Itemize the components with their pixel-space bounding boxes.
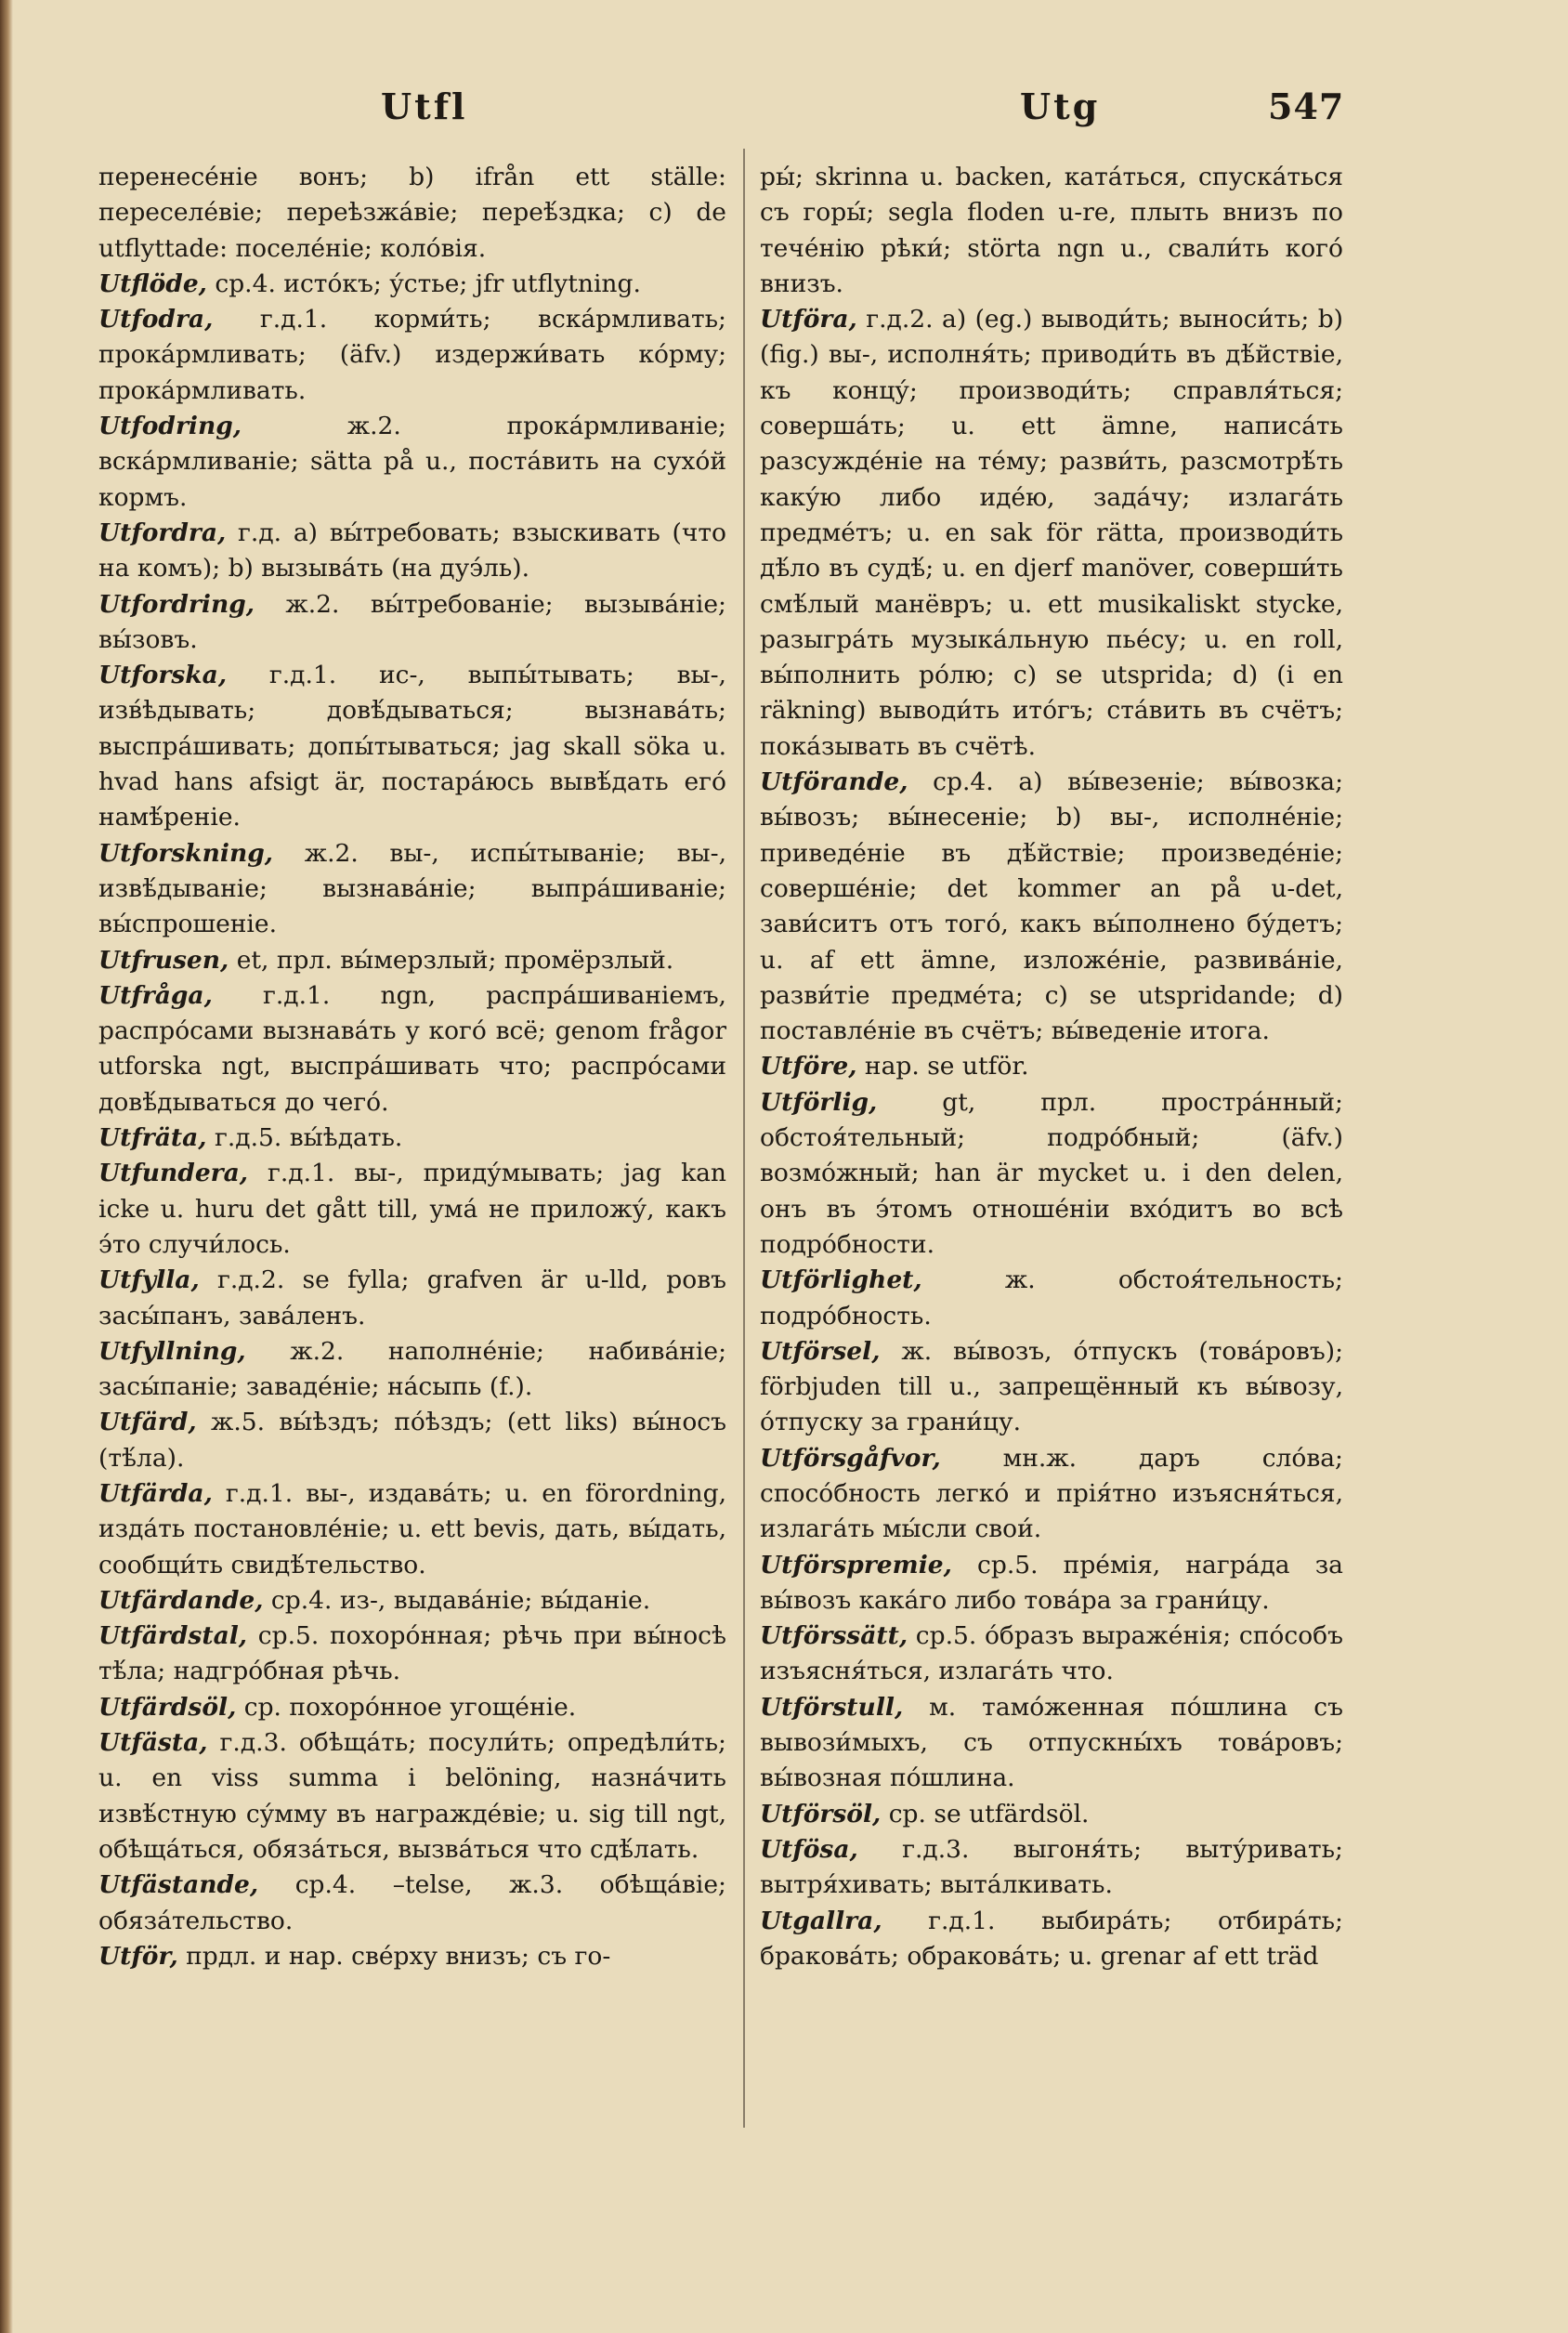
entry-headword: Utfräta,	[98, 1123, 207, 1153]
entry-definition: г.д. a) вы́требовать; взыскивать (что на комъ); b) вызыва́ть (на дуэ́ль).	[98, 518, 726, 583]
entry-definition: ср.4. –telse, ж.3. обѣща́віе; обяза́тельство.	[98, 1870, 726, 1935]
entry-definition: мн.ж. даръ сло́ва; спосо́бность легко́ и прія́тно изъясня́ться, излага́ть мы́сли свои́.	[760, 1443, 1343, 1544]
dictionary-entry	[98, 1868, 726, 1939]
entry-definition: г.д.1. корми́ть; вска́рмливать; прока́рмливать; (äfv.) издержи́вать ко́рму; прока́рмливать.	[98, 305, 726, 405]
entry-headword: Utfärdande,	[98, 1585, 264, 1615]
dictionary-entry	[760, 765, 1343, 1049]
entry-definition: ж.5. вы́ѣздъ; по́ѣздъ; (ett liks) вы́носъ (тѣ́ла).	[98, 1408, 726, 1473]
entry-definition: ср. se utfärdsöl.	[888, 1799, 1090, 1828]
entry-definition: ср.4. из-, выдава́ніе; вы́даніе.	[270, 1585, 651, 1615]
entry-definition: перенесе́ніе вонъ; b) ifrån ett ställe: переселе́віе; переѣзжа́віе; переѣ́здка; c) de utflyttade: поселе́ніе; коло́вія.	[98, 163, 726, 263]
entry-definition: нар. se utför.	[864, 1052, 1029, 1081]
entry-definition: gt, прл. простра́нный; обстоя́тельный; подро́бный; (äfv.) возмо́жный; han är mycket u. i den delen, онъ въ э́томъ отноше́ніи вхо́дитъ во всѣ подро́бности.	[760, 1087, 1343, 1259]
dictionary-entry	[98, 1583, 726, 1619]
entry-definition: г.д.1. ngn, распра́шиваніемъ, распро́сами вызнава́ть у кого́ всё; genom frågor utforska ngt, выспра́шивать что; распро́сами довѣ́дываться до чего́.	[98, 980, 726, 1117]
entry-definition: ср.4. исто́къ; у́стье; jfr utflytning.	[215, 269, 641, 298]
dictionary-entry	[98, 302, 726, 409]
entry-headword: Utfordra,	[98, 518, 227, 547]
entry-definition: г.д.3. выгоня́ть; выту́ривать; вытря́хивать; выта́лкивать.	[760, 1834, 1343, 1900]
dictionary-entry	[98, 1939, 726, 1974]
entry-headword: Utfärda,	[98, 1478, 213, 1508]
dictionary-entry	[98, 1263, 726, 1334]
entry-headword: Utfrusen,	[98, 945, 229, 975]
entry-definition: м. тамо́женная по́шлина съ вывози́мыхъ, съ отпускны́хъ това́ровъ; вы́возная по́шлина.	[760, 1692, 1343, 1793]
entry-headword: Utfodra,	[98, 305, 214, 334]
dictionary-entry	[98, 1334, 726, 1406]
dictionary-entry	[760, 1441, 1343, 1548]
dictionary-entry	[760, 1263, 1343, 1334]
dictionary-entry	[760, 302, 1343, 765]
left-column	[98, 160, 726, 1974]
entry-definition: ср.4. a) вы́везеніе; вы́возка; вы́возъ; вы́несеніе; b) вы-, исполне́ніе; приведе́ніе въ дѣ́йствіе; произведе́ніе; соверше́ніе; det kommer an på u-det, зави́ситъ отъ того́, какъ вы́полнено бу́детъ; u. af ett ämne, изложе́ніе, развива́ніе, разви́тіе предме́та; c) se utspridande; d) поставле́ніе въ счётъ; вы́веденіе итога.	[760, 767, 1343, 1046]
dictionary-entry	[98, 160, 726, 267]
dictionary-entry	[760, 1904, 1343, 1975]
dictionary-entry	[760, 1085, 1343, 1263]
entry-headword: Utfösa,	[760, 1834, 858, 1864]
dictionary-entry	[760, 1797, 1343, 1832]
entry-headword: Utfärd,	[98, 1408, 197, 1437]
entry-definition: г.д.5. вы́ѣдать.	[214, 1123, 403, 1153]
entry-definition: г.д.1. вы-, приду́мывать; jag kan icke u. huru det gått till, ума́ не приложу́, какъ э́то случи́лось.	[98, 1159, 726, 1259]
entry-definition: г.д.2. a) (eg.) выводи́ть; выноси́ть; b) (fig.) вы-, исполня́ть; приводи́ть въ дѣ́йствіе, къ концу́; производи́ть; справля́ться; соверша́ть; u. ett ämne, написа́ть разсужде́ніе на те́му; разви́ть, разсмотрѣ́ть каку́ю либо иде́ю, зада́чу; излага́ть предме́тъ; u. en sak för rätta, производи́ть дѣ́ло въ судѣ́; u. en djerf manöver, соверши́ть смѣ́лый манёвръ; u. ett musikaliskt stycke, разыгра́ть музыка́льную пье́су; u. en roll, вы́полнить ро́лю; c) se utsprida; d) (i en räkning) выводи́ть ито́гъ; ста́вить въ счётъ; пока́зывать въ счётѣ.	[760, 305, 1343, 761]
entry-headword: Utförande,	[760, 767, 908, 797]
entry-definition: прдл. и нар. све́рху внизъ; съ го-	[186, 1941, 611, 1971]
entry-definition: ср.5. похоро́нная; рѣчь при вы́носѣ тѣ́ла; надгро́бная рѣчь.	[98, 1621, 726, 1686]
dictionary-entry	[98, 1405, 726, 1476]
dictionary-entry	[98, 658, 726, 835]
entry-headword: Utfordring,	[98, 589, 255, 619]
entry-headword: Utför,	[98, 1941, 178, 1971]
header-left-guideword: Utfl	[381, 85, 468, 127]
entry-definition: г.д.1. выбира́ть; отбира́ть; бракова́ть; обракова́ть; u. grenar af ett träd	[760, 1906, 1343, 1971]
entry-headword: Utfästa,	[98, 1728, 208, 1758]
page-binding-edge	[0, 0, 13, 2333]
entry-headword: Utföra,	[760, 305, 857, 334]
entry-definition: ж.2. вы-, испы́тываніе; вы-, извѣ́дываніе; вызнава́ніе; выпра́шиваніе; вы́спрошеніе.	[98, 838, 726, 939]
dictionary-entry	[760, 1619, 1343, 1690]
dictionary-entry	[98, 1725, 726, 1868]
dictionary-entry	[760, 1049, 1343, 1084]
dictionary-entry	[760, 1334, 1343, 1441]
entry-headword: Utflöde,	[98, 269, 207, 298]
dictionary-entry	[760, 1832, 1343, 1904]
entry-headword: Utfundera,	[98, 1159, 249, 1188]
entry-headword: Utfästande,	[98, 1870, 259, 1900]
dictionary-entry	[98, 1690, 726, 1725]
entry-definition: et, прл. вы́мерзлый; промёрзлый.	[236, 945, 674, 975]
dictionary-entry	[98, 943, 726, 978]
entry-definition: ж.2. прока́рмливаніе; вска́рмливаніе; sätta på u., поста́вить на сухо́й кормъ.	[98, 412, 726, 512]
dictionary-entry	[98, 1156, 726, 1263]
entry-headword: Utförsgåfvor,	[760, 1443, 941, 1473]
entry-definition: г.д.1. вы-, издава́ть; u. en förordning, изда́ть постановле́ніе; u. ett bevis, дать, вы́дать, сообщи́ть свидѣ́тельство.	[98, 1478, 726, 1579]
entry-headword: Utfylla,	[98, 1265, 200, 1295]
page-number: 547	[1268, 85, 1345, 127]
entry-headword: Utfärdstal,	[98, 1621, 248, 1651]
dictionary-entry	[98, 516, 726, 587]
entry-definition: ж. вы́возъ, о́тпускъ (това́ровъ); förbjuden till u., запрещённый къ вы́возу, о́тпуску за грани́цу.	[760, 1336, 1343, 1437]
entry-definition: ж.2. вы́требованіе; вызыва́ніе; вы́зовъ.	[98, 589, 726, 654]
entry-definition: г.д.1. ис-, выпы́тывать; вы-, изв́ѣдывать; довѣ́дываться; вызнава́ть; выспра́шивать; допы́тываться; jag skall söka u. hvad hans afsigt är, постара́юсь вывѣ́дать его́ намѣ́реніе.	[98, 661, 726, 832]
entry-definition: ры́; skrinna u. backen, ката́ться, спуска́ться съ горы́; segla floden u-re, плыть внизъ по тече́нію рѣки́; störta ngn u., свали́ть кого́ внизъ.	[760, 163, 1343, 298]
entry-headword: Utförsöl,	[760, 1799, 882, 1828]
entry-headword: Utgallra,	[760, 1906, 882, 1935]
entry-headword: Utförspremie,	[760, 1550, 952, 1579]
entry-headword: Utförstull,	[760, 1692, 904, 1722]
entry-headword: Utfodring,	[98, 412, 242, 441]
entry-headword: Utförssätt,	[760, 1621, 908, 1651]
dictionary-entry	[98, 267, 726, 302]
header-right-guideword: Utg	[1020, 85, 1101, 127]
entry-headword: Utforskning,	[98, 838, 274, 868]
entry-headword: Utföre,	[760, 1052, 857, 1081]
entry-definition: г.д.2. se fylla; grafven är u-lld, ровъ засы́панъ, зава́ленъ.	[98, 1265, 726, 1330]
entry-headword: Utfråga,	[98, 980, 213, 1010]
entry-headword: Utförlig,	[760, 1087, 878, 1117]
dictionary-entry	[98, 409, 726, 516]
entry-headword: Utförlighet,	[760, 1265, 922, 1295]
entry-headword: Utfärdsöl,	[98, 1692, 237, 1722]
entry-headword: Utfyllning,	[98, 1336, 246, 1366]
entry-definition: ср.5. о́бразъ выраже́нія; спо́собъ изъясня́ться, излага́ть что.	[760, 1621, 1343, 1686]
dictionary-entry	[760, 1690, 1343, 1797]
dictionary-entry	[98, 1121, 726, 1156]
entry-definition: ср.5. пре́мія, награ́да за вы́возъ кака́го либо това́ра за грани́цу.	[760, 1550, 1343, 1615]
dictionary-entry	[98, 1619, 726, 1690]
column-divider	[743, 149, 745, 2128]
entry-definition: ж.2. наполне́ніе; набива́ніе; засы́паніе; заваде́ніе; на́сыпь (f.).	[98, 1336, 726, 1402]
entry-definition: ср. похоро́нное угоще́ніе.	[243, 1692, 577, 1722]
dictionary-entry	[760, 160, 1343, 302]
dictionary-entry	[98, 1476, 726, 1583]
entry-headword: Utförsel,	[760, 1336, 881, 1366]
right-column	[760, 160, 1343, 1974]
dictionary-entry	[760, 1548, 1343, 1619]
entry-definition: г.д.3. обѣща́ть; посули́ть; опредѣли́ть; u. en viss summa i belöning, назна́чить извѣ́стную су́мму въ награжде́віе; u. sig till ngt, обѣща́ться, обяза́ться, вызва́ться что сдѣ́лать.	[98, 1728, 726, 1864]
entry-definition: ж. обстоя́тельность; подро́бность.	[760, 1265, 1343, 1330]
dictionary-entry	[98, 978, 726, 1121]
dictionary-entry	[98, 587, 726, 659]
running-header	[0, 85, 1568, 141]
dictionary-entry	[98, 836, 726, 943]
entry-headword: Utforska,	[98, 661, 228, 690]
